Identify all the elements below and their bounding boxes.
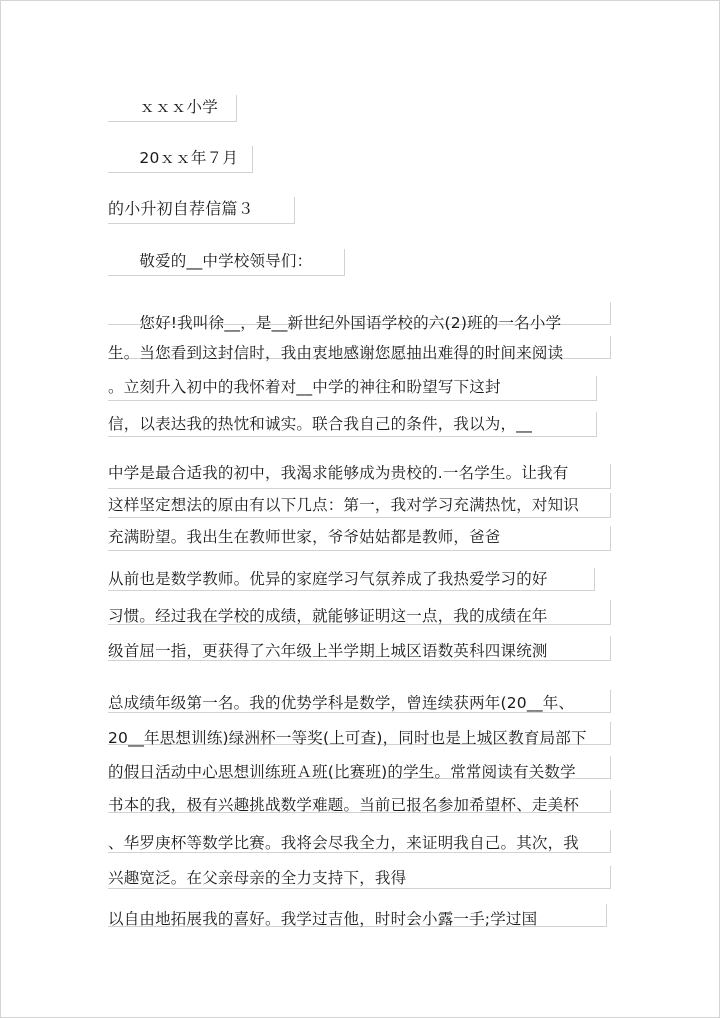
paragraph-line: 习惯。经过我在学校的成绩，就能够证明这一点，我的成绩在年 [108, 607, 548, 625]
paragraph-line: 中学是最合适我的初中，我渴求能够成为贵校的.一名学生。让我有 [108, 464, 569, 482]
salutation: 敬爱的__中学校领导们： [108, 252, 313, 270]
paragraph-line: 充满盼望。我出生在教师世家，爷爷姑姑都是教师，爸爸 [108, 528, 501, 546]
section-title: 的小升初自荐信篇３ [108, 199, 254, 218]
paragraph-line: 书本的我，极有兴趣挑战数学难题。当前已报名参加希望杯、走美杯 [108, 796, 580, 814]
paragraph-line: 以自由地拓展我的喜好。我学过吉他，时时会小露一手;学过国 [108, 910, 538, 928]
paragraph-line: 信，以表达我的热忱和诚实。联合我自己的条件，我以为，__ [108, 415, 533, 433]
school-name: ｘｘｘ小学 [108, 98, 218, 116]
paragraph-line: 总成绩年级第一名。我的优势学科是数学，曾连续获两年(20__年、 [108, 694, 575, 712]
paragraph-line: 的假日活动中心思想训练班Ａ班(比赛班)的学生。常常阅读有关数学 [108, 763, 576, 781]
paragraph-line: 。立刻升入初中的我怀着对__中学的神往和盼望写下这封 [108, 378, 501, 396]
paragraph-line: 兴趣宽泛。在父亲母亲的全力支持下，我得 [108, 869, 407, 887]
paragraph-line: 您好!我叫徐__，是__新世纪外国语学校的六(2)班的一名小学 [108, 314, 562, 332]
date-line: 20ｘｘ年７月 [108, 149, 239, 167]
paragraph-line: 级首屈一指，更获得了六年级上半学期上城区语数英科四课统测 [108, 642, 548, 660]
paragraph-line: 从前也是数学教师。优异的家庭学习气氛养成了我热爱学习的好 [108, 570, 548, 588]
paragraph-line: 20__年思想训练)绿洲杯一等奖(上可查)，同时也是上城区教育局部下 [108, 729, 587, 747]
paragraph-line: 这样坚定想法的原由有以下几点：第一，我对学习充满热忱，对知识 [108, 496, 580, 514]
paragraph-line: 生。当您看到这封信时，我由衷地感谢您愿抽出难得的时间来阅读 [108, 344, 564, 362]
paragraph-line: 、华罗庚杯等数学比赛。我将会尽我全力，来证明我自己。其次，我 [108, 834, 580, 852]
